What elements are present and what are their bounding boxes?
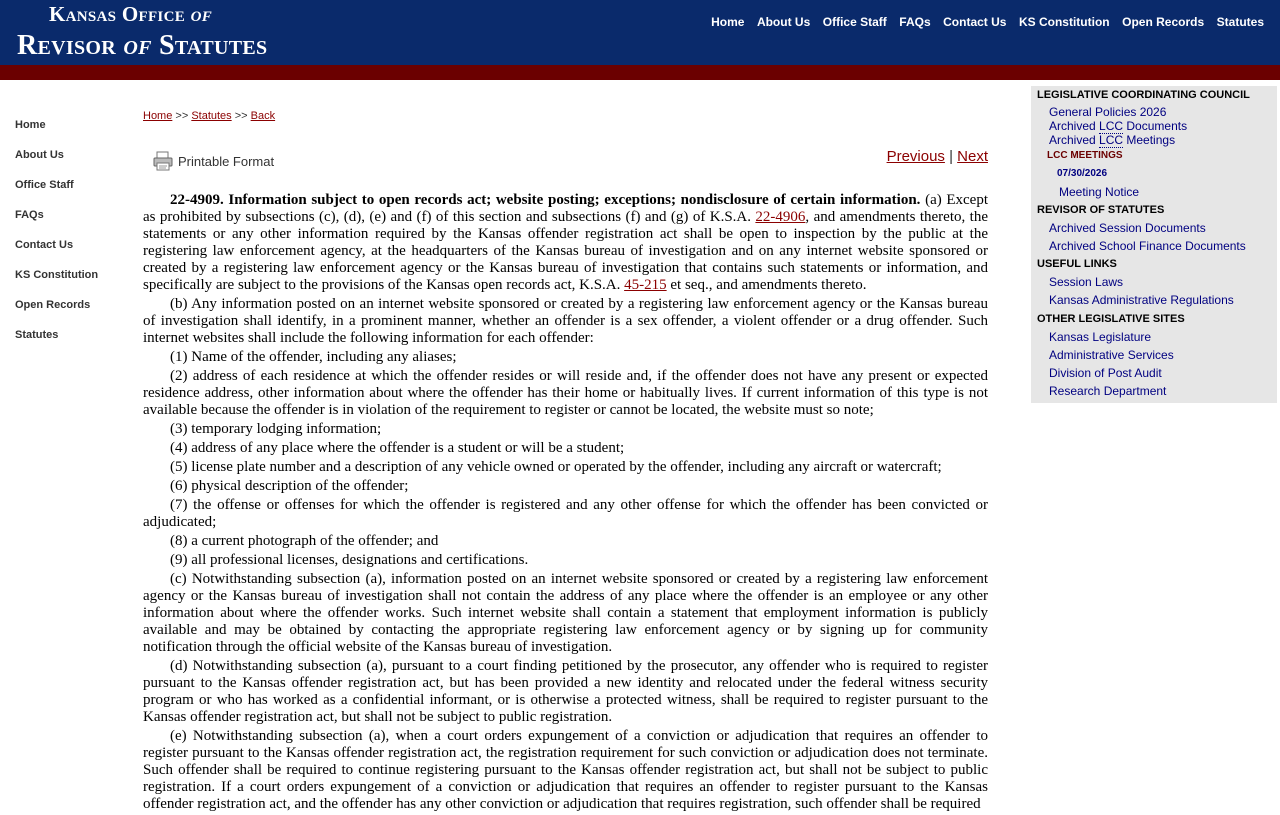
main-content bbox=[143, 110, 988, 815]
division-post-audit-link[interactable]: Division of Post Audit bbox=[1049, 366, 1162, 380]
other-sites-heading: OTHER LEGISLATIVE SITES bbox=[1037, 313, 1185, 325]
subsection-a bbox=[143, 192, 988, 294]
leftnav-home[interactable]: Home bbox=[15, 119, 46, 131]
logo-text: Revisor bbox=[17, 30, 117, 61]
right-sidebar bbox=[1031, 86, 1277, 403]
archived-lcc-documents-link[interactable] bbox=[1049, 119, 1187, 133]
header-stripe bbox=[0, 65, 1280, 80]
meeting-notice-link[interactable]: Meeting Notice bbox=[1059, 185, 1140, 199]
breadcrumb-home[interactable]: Home bbox=[143, 110, 173, 122]
previous-link[interactable]: Previous bbox=[886, 148, 945, 165]
printable-format-label: Printable Format bbox=[178, 153, 275, 169]
statute-heading: 22-4909. Information subject to open records act; website posting; exceptions; nondisclosure of certain information. bbox=[170, 192, 921, 208]
topnav-faqs[interactable]: FAQs bbox=[899, 15, 931, 29]
subsection-b9: (9) all professional licenses, designations and certifications. bbox=[170, 552, 529, 568]
leftnav-office-staff[interactable]: Office Staff bbox=[15, 179, 74, 191]
leftnav-ks-constitution[interactable]: KS Constitution bbox=[15, 269, 99, 281]
site-logo-line1[interactable] bbox=[49, 2, 212, 27]
statute-text-run: et seq., and amendments thereto. bbox=[666, 277, 867, 293]
subsection-b5: (5) license plate number and a description of any vehicle owned or operated by the offender, including any aircraft or watercraft; bbox=[170, 459, 942, 475]
useful-links-heading: USEFUL LINKS bbox=[1037, 258, 1117, 270]
topnav-ks-constitution[interactable]: KS Constitution bbox=[1018, 15, 1110, 29]
topnav-home[interactable]: Home bbox=[711, 15, 745, 29]
prev-next-nav bbox=[887, 148, 988, 165]
statute-link-45-215[interactable]: 45-215 bbox=[624, 277, 667, 293]
subsection-d: (d) Notwithstanding subsection (a), pursuant to a court finding petitioned by the prosecutor, any offender who is required to register pursuant to the Kansas offender registration act, but has been provided a new identity and relocated under the federal witness security program or who has worked as a confidential informant, or is otherwise a protected witness, shall be required to register pursuant to the Kansas offender registration act, but shall not be subject to public registration. bbox=[143, 658, 988, 725]
left-navigation bbox=[15, 119, 98, 359]
kansas-legislature-link[interactable]: Kansas Legislature bbox=[1049, 330, 1152, 344]
printable-format-link[interactable] bbox=[152, 150, 274, 172]
top-navigation bbox=[699, 15, 1264, 29]
leftnav-open-records[interactable]: Open Records bbox=[15, 299, 91, 311]
logo-text: Kansas Office bbox=[49, 2, 186, 26]
lcc-heading: LEGISLATIVE COORDINATING COUNCIL bbox=[1037, 89, 1250, 101]
next-link[interactable]: Next bbox=[957, 148, 988, 165]
topnav-open-records[interactable]: Open Records bbox=[1122, 15, 1205, 29]
printer-icon bbox=[152, 150, 174, 172]
leftnav-contact-us[interactable]: Contact Us bbox=[15, 239, 74, 251]
subsection-e: (e) Notwithstanding subsection (a), when a court orders expungement of a conviction or adjudication that requires an offender to register pursuant to the Kansas offender registration act, the registration requirement for such conviction or adjudication does not terminate. Such offender shall be required to continue registering pursuant to the Kansas offender registration act, but shall not be subject to public registration. If a court orders expungement of a conviction or adjudication that requires an offender to register pursuant to the Kansas offender registration act, and the offender has any other conviction or adjudication that requires registration, such offender shall be required bbox=[143, 728, 988, 812]
leftnav-about-us[interactable]: About Us bbox=[15, 149, 64, 161]
site-logo-line2[interactable] bbox=[17, 30, 267, 62]
topnav-office-staff[interactable]: Office Staff bbox=[822, 15, 887, 29]
statute-text-run: (a) Except as prohibited by subsections (c), (d), (e) and (f) of this section and subsections (f) and (g) of K.S.A. bbox=[143, 192, 988, 225]
revisor-heading: REVISOR OF STATUTES bbox=[1037, 204, 1165, 216]
topnav-statutes[interactable]: Statutes bbox=[1216, 15, 1264, 29]
subsection-c: (c) Notwithstanding subsection (a), information posted on an internet website sponsored or created by a registering law enforcement agency or the Kansas bureau of investigation shall not contain the address of any place where the offender is an employee or any other information about where the offender works. Such internet website shall contain a statement that employment information is publicly available and may be obtained by contacting the appropriate registering law enforcement agency or by signing up for community notification through the official website of the Kansas bureau of investigation. bbox=[143, 571, 988, 655]
statute-toolbar bbox=[143, 146, 988, 186]
research-department-link[interactable]: Research Department bbox=[1049, 384, 1167, 398]
archived-lcc-meetings-link[interactable] bbox=[1049, 133, 1175, 147]
subsection-b: (b) Any information posted on an internet website sponsored or created by a registering law enforcement agency or the Kansas bureau of investigation shall identify, in a prominent manner, whether an offender is a sex offender, a violent offender or a drug offender. Such internet websites shall include the following information for each offender: bbox=[143, 296, 988, 346]
leftnav-statutes[interactable]: Statutes bbox=[15, 329, 59, 341]
breadcrumb-statutes[interactable]: Statutes bbox=[191, 110, 232, 122]
lcc-abbr: LCC bbox=[1099, 133, 1124, 147]
session-laws-link[interactable]: Session Laws bbox=[1049, 275, 1124, 289]
meeting-date: 07/30/2026 bbox=[1057, 168, 1108, 179]
subsection-b6: (6) physical description of the offender; bbox=[170, 478, 409, 494]
leftnav-faqs[interactable]: FAQs bbox=[15, 209, 44, 221]
statute-text bbox=[143, 192, 988, 813]
site-header bbox=[0, 0, 1280, 65]
prev-next-separator: | bbox=[944, 148, 958, 165]
subsection-b1: (1) Name of the offender, including any aliases; bbox=[170, 349, 457, 365]
subsection-b3: (3) temporary lodging information; bbox=[170, 421, 382, 437]
archived-school-finance-link[interactable]: Archived School Finance Documents bbox=[1049, 239, 1246, 253]
logo-of: of bbox=[123, 30, 152, 61]
logo-of: of bbox=[190, 2, 213, 26]
archived-session-documents-link[interactable]: Archived Session Documents bbox=[1049, 221, 1206, 235]
subsection-b8: (8) a current photograph of the offender; and bbox=[170, 533, 439, 549]
logo-text: Statutes bbox=[159, 30, 268, 61]
subsection-b4: (4) address of any place where the offender is a student or will be a student; bbox=[170, 440, 625, 456]
lcc-abbr: LCC bbox=[1099, 119, 1124, 133]
link-text: Meetings bbox=[1123, 133, 1176, 147]
topnav-contact-us[interactable]: Contact Us bbox=[943, 15, 1007, 29]
breadcrumb-separator: >> bbox=[231, 110, 251, 122]
kansas-admin-regulations-link[interactable]: Kansas Administrative Regulations bbox=[1049, 293, 1234, 307]
breadcrumb-back[interactable]: Back bbox=[250, 110, 276, 122]
general-policies-link[interactable]: General Policies 2026 bbox=[1049, 105, 1167, 119]
subsection-b2: (2) address of each residence at which the offender resides or will reside and, if the offender does not have any present or expected residence address, other information about where the offender has their home or habitually lives. If current information of this type is not available because the offender is in violation of the requirement to register or cannot be located, the website must so note; bbox=[143, 368, 988, 418]
statute-link-22-4906[interactable]: 22-4906 bbox=[755, 209, 806, 225]
lcc-meetings-label: LCC MEETINGS bbox=[1047, 150, 1123, 161]
subsection-b7: (7) the offense or offenses for which the offender is registered and any other offense for which the offender has been convicted or adjudicated; bbox=[143, 497, 988, 530]
topnav-about-us[interactable]: About Us bbox=[756, 15, 811, 29]
breadcrumb bbox=[143, 110, 988, 122]
link-text: Archived bbox=[1049, 119, 1100, 133]
administrative-services-link[interactable]: Administrative Services bbox=[1049, 348, 1174, 362]
link-text: Documents bbox=[1123, 119, 1188, 133]
breadcrumb-separator: >> bbox=[172, 110, 192, 122]
statute-text-run: , and amendments thereto, the statements or any other information required by the Kansas offender registration act shall be open to inspection by the public at the registering law enforcement agency, at the headquarters of the Kansas bureau of investigation and on any internet website sponsored or created by a registering law enforcement agency or the Kansas bureau of investigation that contains such statements or information, and specifically are subject to the provisions of the Kansas open records act, K.S.A. bbox=[143, 209, 988, 293]
link-text: Archived bbox=[1049, 133, 1100, 147]
